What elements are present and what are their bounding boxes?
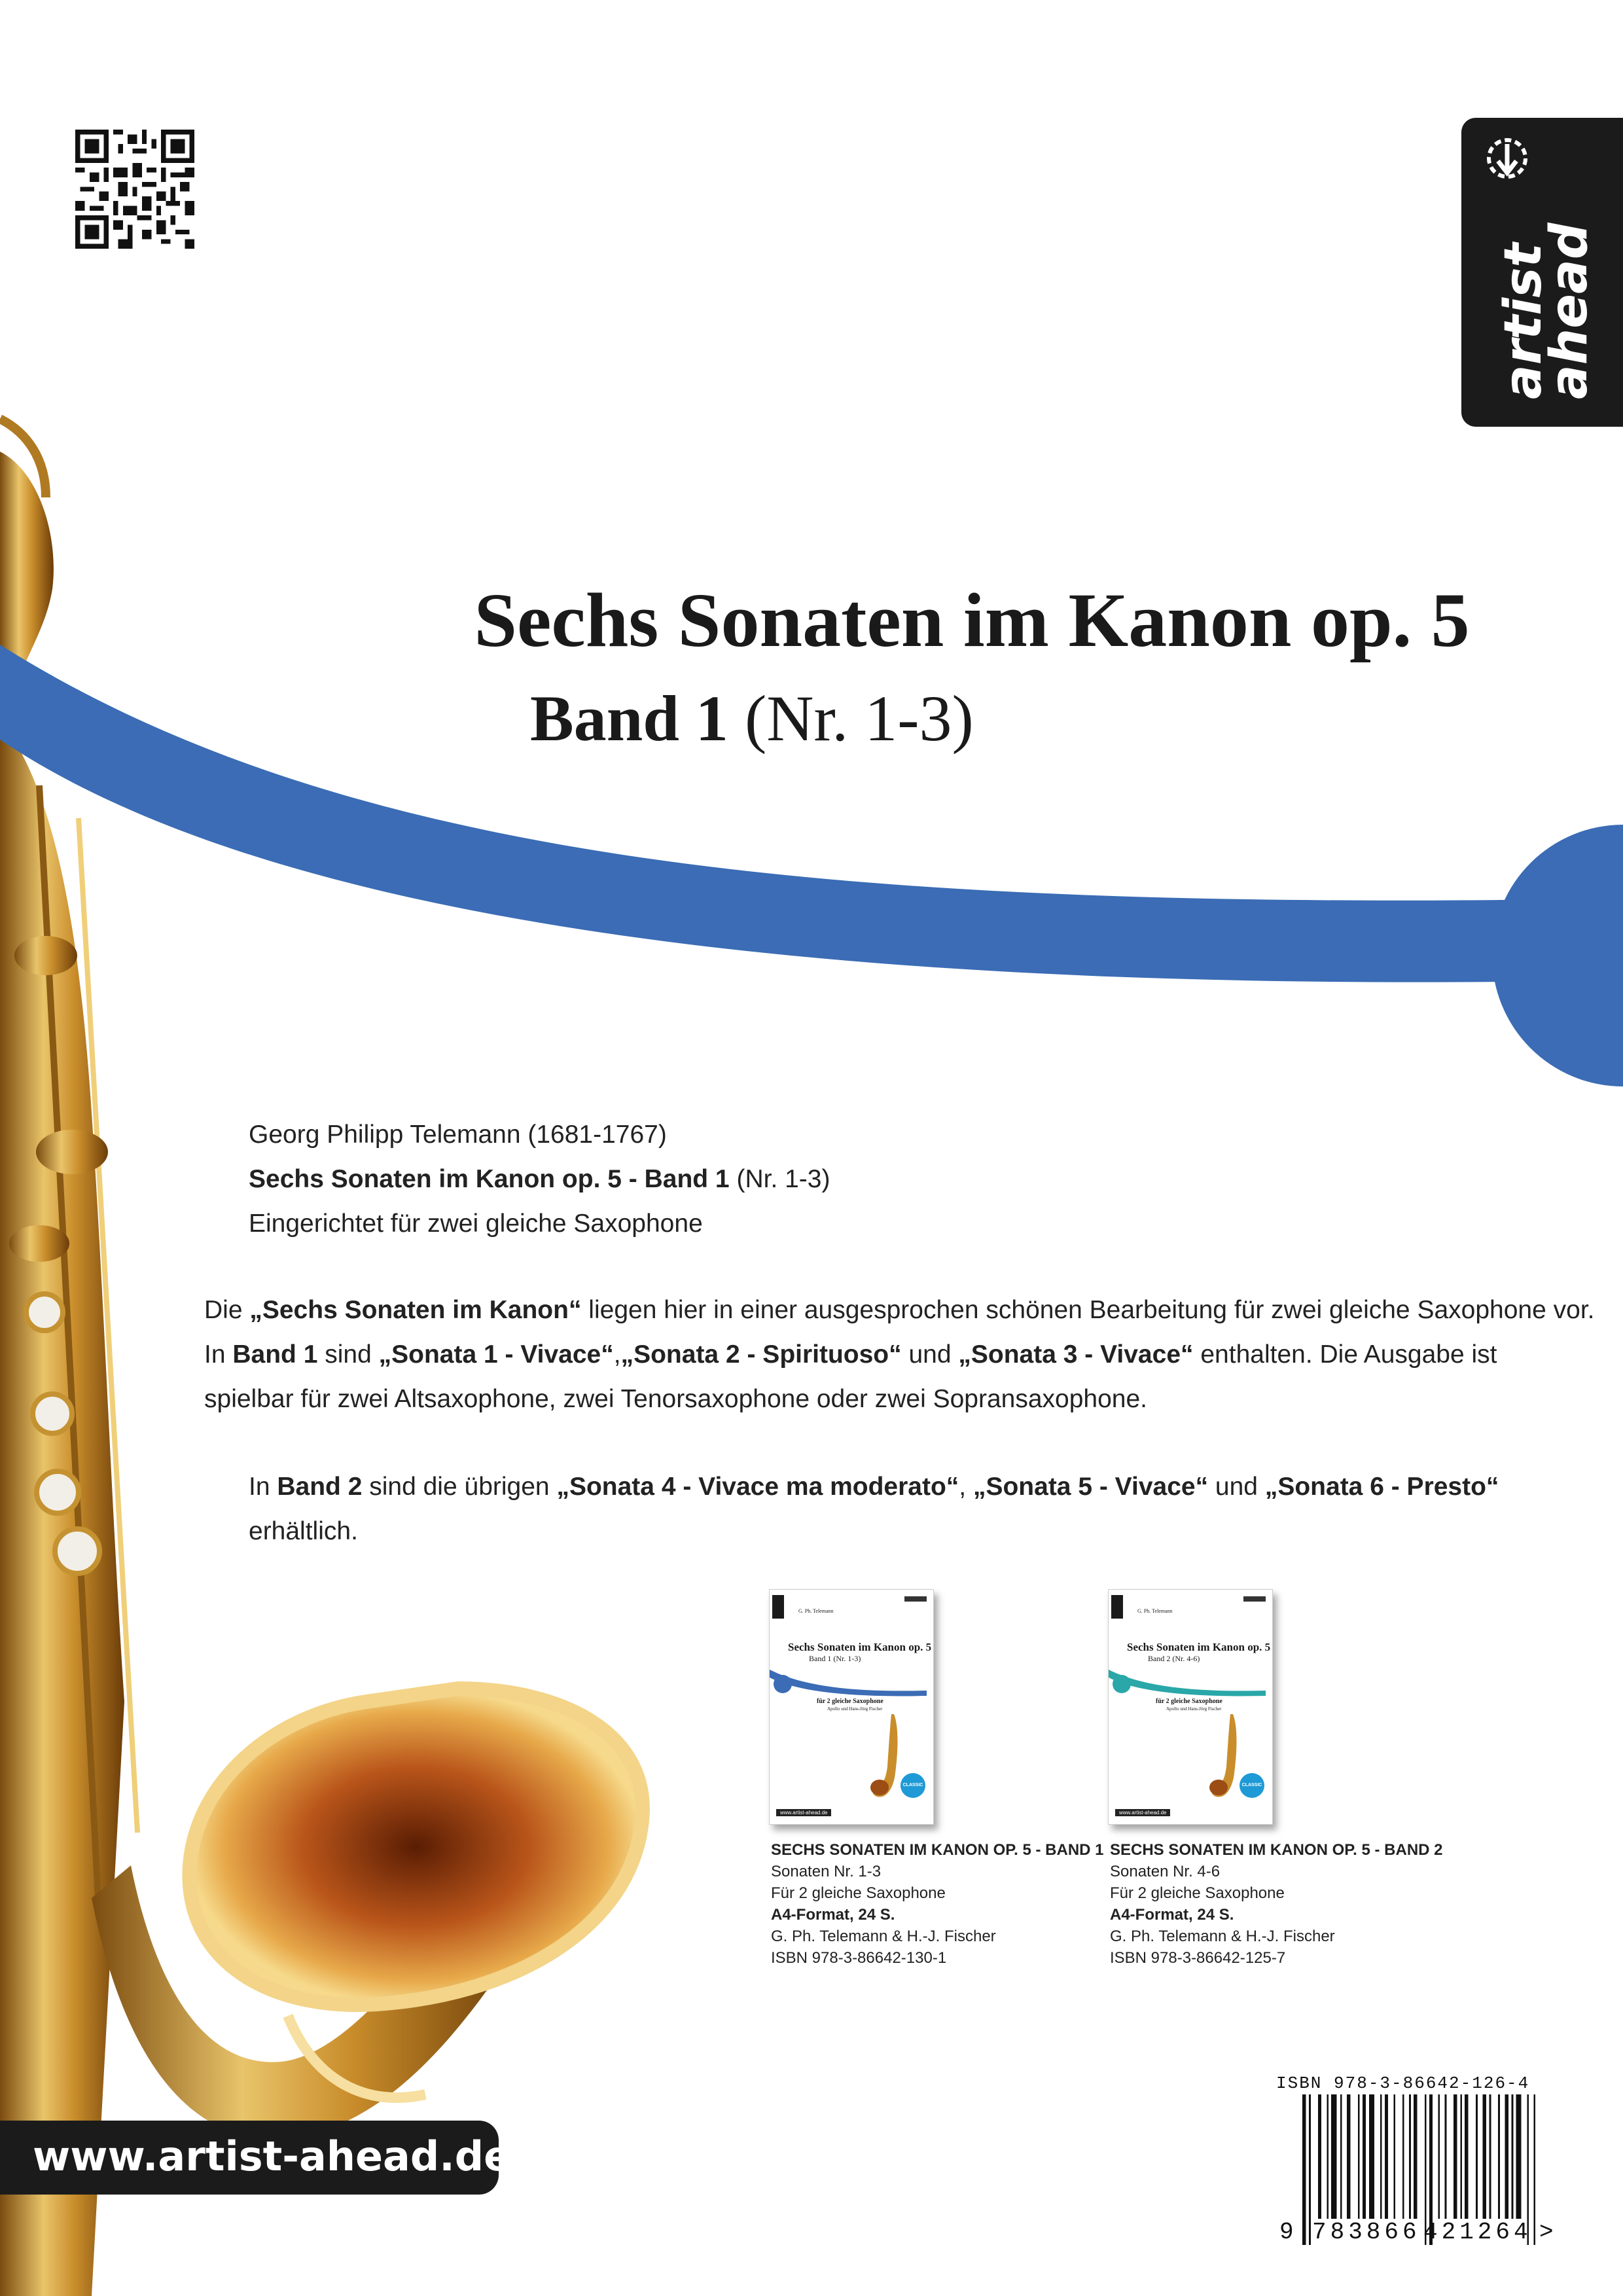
text-run: liegen hier in einer ausgesprochen schönen Bearbeitung für zwei gleiche Saxophone vor.: [581, 1296, 1595, 1324]
barcode-bar: [1385, 2094, 1388, 2219]
book-cover-band-2: [1108, 1589, 1273, 1825]
book-isbn: ISBN 978-3-86642-130-1: [771, 1949, 947, 1967]
cover-url: www.artist-ahead.de: [1115, 1809, 1170, 1816]
description-line-2: [204, 1340, 1497, 1369]
book-info-band-2: [1110, 1839, 1443, 1969]
text-run-bold: „Sonata 2 - Spirituoso“: [620, 1340, 902, 1369]
barcode-bar: [1482, 2094, 1486, 2219]
band-label: Band 1: [530, 682, 728, 755]
text-run-bold: Band 2: [277, 1473, 363, 1501]
book-heading: SECHS SONATEN IM KANON OP. 5 - BAND 2: [1110, 1841, 1443, 1859]
cover-swoosh: [1109, 1663, 1273, 1702]
barcode-bar: [1302, 2094, 1306, 2245]
cover-tag: [1243, 1596, 1266, 1602]
book-info-band-1: [771, 1839, 1104, 1969]
barcode-digits-left: 783866: [1312, 2219, 1421, 2246]
barcode-digits-right: 421264: [1423, 2219, 1532, 2246]
band-range: (Nr. 1-3): [728, 682, 974, 755]
barcode-bar: [1358, 2094, 1360, 2219]
logo-mark-icon: [1481, 132, 1533, 185]
text-run-bold: „Sechs Sonaten im Kanon“: [249, 1296, 582, 1324]
text-run-bold: „Sonata 6 - Presto“: [1264, 1473, 1499, 1501]
barcode-bar: [1534, 2094, 1535, 2245]
book-heading: SECHS SONATEN IM KANON OP. 5 - BAND 1: [771, 1841, 1104, 1859]
cover-composer: G. Ph. Telemann: [1137, 1608, 1173, 1614]
barcode-isbn-label: ISBN 978-3-86642-126-4: [1276, 2073, 1530, 2093]
barcode-bar: [1331, 2094, 1336, 2219]
barcode-bar: [1454, 2094, 1457, 2219]
barcode-bar: [1460, 2094, 1462, 2219]
cover-arranger: Apollo und Hans-Jörg Fischer: [827, 1706, 883, 1712]
cover-composer: G. Ph. Telemann: [798, 1608, 834, 1614]
page-subtitle: [530, 681, 974, 756]
book-cover-band-1: [769, 1589, 934, 1825]
cover-title: Sechs Sonaten im Kanon op. 5: [1127, 1641, 1271, 1653]
cover-swoosh: [770, 1663, 934, 1702]
barcode-bar: [1438, 2094, 1440, 2219]
barcode-bar: [1414, 2094, 1417, 2219]
text-run: ,: [613, 1340, 621, 1369]
cover-subtitle: für 2 gleiche Saxophone: [817, 1698, 883, 1705]
text-run: In: [249, 1473, 277, 1501]
text-run: sind die übrigen: [362, 1473, 557, 1501]
book-format: A4-Format, 24 S.: [1110, 1906, 1234, 1924]
book-isbn: ISBN 978-3-86642-125-7: [1110, 1949, 1286, 1967]
book-line: Sonaten Nr. 4-6: [1110, 1863, 1221, 1880]
text-run-bold: „Sonata 3 - Vivace“: [958, 1340, 1194, 1369]
text-run-bold: „Sonata 5 - Vivace“: [972, 1473, 1209, 1501]
text-run-bold: Band 1: [232, 1340, 318, 1369]
cover-subtitle: für 2 gleiche Saxophone: [1156, 1698, 1222, 1705]
page-title: Sechs Sonaten im Kanon op. 5: [474, 577, 1470, 663]
barcode-bar: [1409, 2094, 1411, 2219]
book-line: Für 2 gleiche Saxophone: [771, 1884, 946, 1902]
text-run: sind: [317, 1340, 379, 1369]
barcode-bar: [1512, 2094, 1514, 2219]
composer-line: Georg Philipp Telemann (1681-1767): [249, 1121, 667, 1149]
cover-logo: [1111, 1595, 1123, 1619]
barcode-bar: [1380, 2094, 1382, 2219]
description-line-5: erhältlich.: [249, 1517, 358, 1545]
barcode-bar: [1489, 2094, 1491, 2219]
book-authors: G. Ph. Telemann & H.-J. Fischer: [1110, 1928, 1335, 1945]
book-authors: G. Ph. Telemann & H.-J. Fischer: [771, 1928, 996, 1945]
description-line-1: [204, 1296, 1595, 1325]
text-run: und: [901, 1340, 959, 1369]
website-banner: [0, 2121, 512, 2195]
text-run: In: [204, 1340, 233, 1369]
website-url[interactable]: www.artist-ahead.de: [33, 2132, 512, 2180]
logo-text-bottom: ahead: [1540, 223, 1599, 399]
logo-text-top: artist: [1494, 243, 1553, 399]
work-line: [249, 1165, 830, 1194]
barcode-bar: [1369, 2094, 1374, 2219]
cover-badge: CLASSIC: [901, 1773, 925, 1798]
barcode-digit-end: >: [1539, 2219, 1554, 2246]
barcode-bar: [1318, 2094, 1321, 2219]
text-run-bold: „Sonata 4 - Vivace ma moderato“: [556, 1473, 959, 1501]
description-line-3: spielbar für zwei Altsaxophone, zwei Tenorsaxophone oder zwei Sopransaxophone.: [204, 1385, 1148, 1413]
barcode-bar: [1393, 2094, 1395, 2219]
barcode-bar: [1498, 2094, 1500, 2219]
book-line: Sonaten Nr. 1-3: [771, 1863, 882, 1880]
cover-badge: CLASSIC: [1240, 1773, 1264, 1798]
barcode-bar: [1445, 2094, 1447, 2219]
barcode-bar: [1516, 2094, 1521, 2219]
cover-band: Band 1 (Nr. 1-3): [809, 1654, 861, 1663]
cover-tag: [904, 1596, 927, 1602]
cover-url: www.artist-ahead.de: [776, 1809, 831, 1816]
barcode-bar: [1476, 2094, 1478, 2219]
barcode-digit-first: 9: [1279, 2219, 1294, 2246]
text-run: und: [1208, 1473, 1265, 1501]
text-run: Die: [204, 1296, 250, 1324]
barcode-bar: [1363, 2094, 1366, 2219]
barcode-bar: [1347, 2094, 1350, 2219]
barcode-bar: [1340, 2094, 1342, 2219]
work-range: (Nr. 1-3): [729, 1165, 830, 1193]
arrangement-line: Eingerichtet für zwei gleiche Saxophone: [249, 1210, 703, 1238]
text-run: enthalten. Die Ausgabe ist: [1193, 1340, 1497, 1369]
book-format: A4-Format, 24 S.: [771, 1906, 895, 1924]
barcode-bar: [1327, 2094, 1329, 2219]
cover-band: Band 2 (Nr. 4-6): [1148, 1654, 1200, 1663]
text-run: ,: [959, 1473, 973, 1501]
cover-arranger: Apollo und Hans-Jörg Fischer: [1166, 1706, 1222, 1712]
cover-title: Sechs Sonaten im Kanon op. 5: [788, 1641, 932, 1653]
work-title: Sechs Sonaten im Kanon op. 5 - Band 1: [249, 1165, 730, 1193]
cover-logo: [772, 1595, 784, 1619]
publisher-logo: [1461, 118, 1623, 427]
barcode-bar: [1505, 2094, 1508, 2219]
logo-text: [1494, 223, 1599, 399]
barcode-bar: [1402, 2094, 1404, 2219]
description-line-4: [249, 1473, 1499, 1501]
text-run-bold: „Sonata 1 - Vivace“: [378, 1340, 614, 1369]
barcode-bar: [1465, 2094, 1468, 2219]
qr-code: [75, 130, 194, 249]
barcode-bar: [1309, 2094, 1311, 2245]
book-line: Für 2 gleiche Saxophone: [1110, 1884, 1285, 1902]
